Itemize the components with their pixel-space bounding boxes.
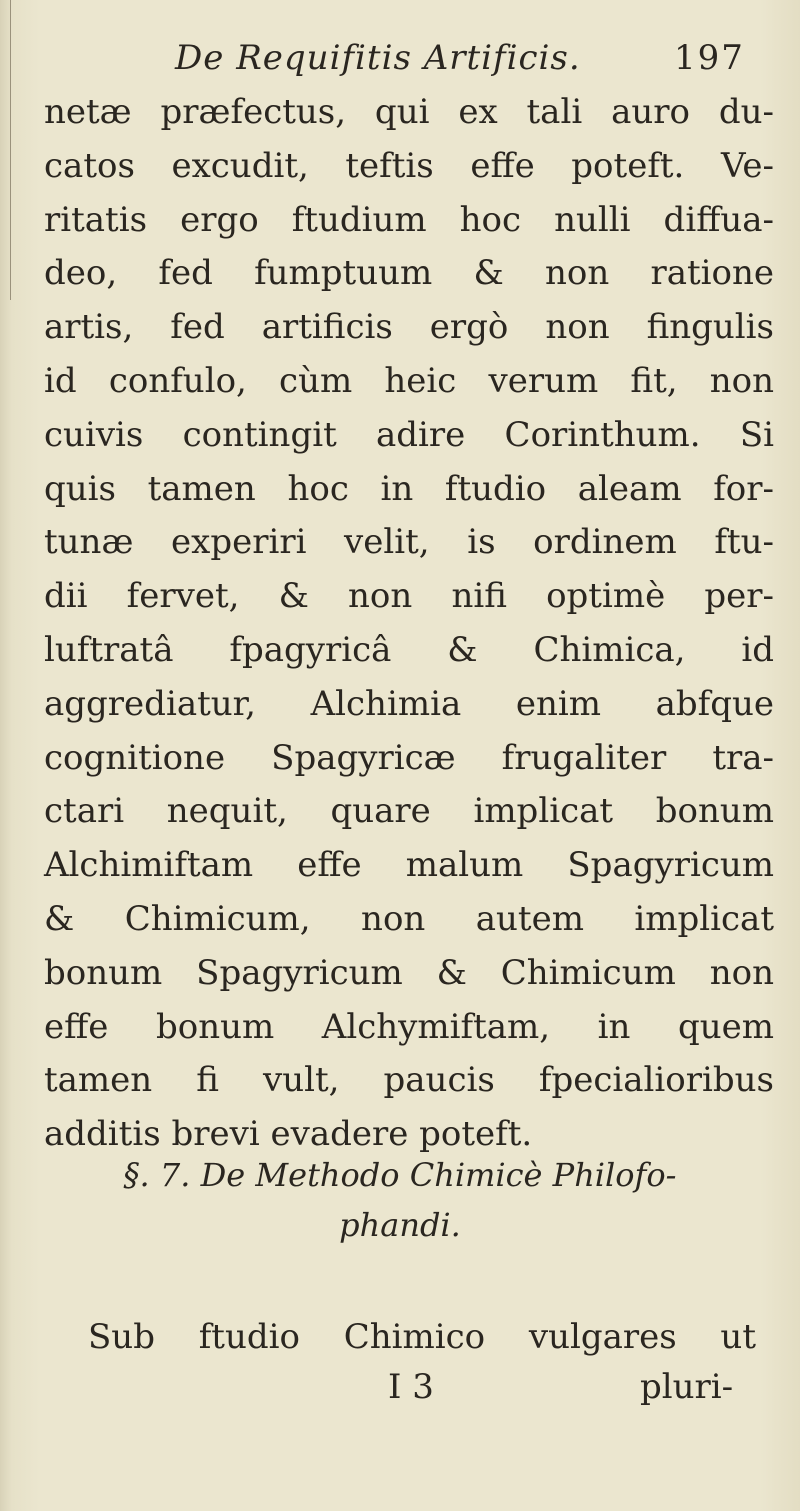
- catchword: pluri-: [640, 1367, 734, 1407]
- text-line: quis tamen hoc in ftudio aleam for-: [44, 468, 774, 509]
- text-line: effe bonum Alchymiftam, in quem: [44, 1006, 774, 1047]
- text-line: tunæ experiri velit, is ordinem ftu-: [44, 522, 774, 563]
- page-header: [0, 38, 800, 88]
- text-line-last: additis brevi evadere poteft.: [44, 1114, 533, 1155]
- text-line: tamen fi vult, paucis fpecialioribus: [44, 1060, 774, 1101]
- text-line: Alchimiftam effe malum Spagyricum: [44, 845, 774, 886]
- text-line: dii fervet, & non nifi optimè per-: [44, 576, 774, 617]
- paragraph-first-line: Sub ftudio Chimico vulgares ut: [88, 1317, 756, 1357]
- section-heading: [0, 1150, 800, 1250]
- running-head: De Requifitis Artificis.: [175, 38, 581, 78]
- text-line: ctari nequit, quare implicat bonum: [44, 791, 774, 832]
- text-line: artis, fed artificis ergò non fingulis: [44, 307, 774, 348]
- text-line: deo, fed fumptuum & non ratione: [44, 253, 774, 294]
- text-line: id confulo, cùm heic verum fit, non: [44, 360, 774, 401]
- page-footer: [0, 1367, 800, 1417]
- body-text: [44, 86, 774, 1162]
- signature-mark: I 3: [388, 1367, 434, 1407]
- page-number: 197: [674, 38, 745, 78]
- text-line: netæ præfectus, qui ex tali auro du-: [44, 92, 774, 132]
- section-heading-line-1: §. 7. De Methodo Chimicè Philofo-: [123, 1156, 677, 1194]
- text-line: catos excudit, teftis effe poteft. Ve-: [44, 145, 774, 186]
- section-heading-line-2: phandi.: [339, 1206, 461, 1244]
- text-line: cuivis contingit adire Corinthum. Si: [44, 414, 774, 455]
- text-line: bonum Spagyricum & Chimicum non: [44, 952, 774, 993]
- text-line: luftratâ fpagyricâ & Chimica, id: [44, 629, 774, 670]
- text-line: ritatis ergo ftudium hoc nulli diffua-: [44, 199, 774, 240]
- text-line: & Chimicum, non autem implicat: [44, 898, 774, 939]
- text-line: aggrediatur, Alchimia enim abfque: [44, 683, 774, 724]
- text-line: cognitione Spagyricæ frugaliter tra-: [44, 737, 774, 778]
